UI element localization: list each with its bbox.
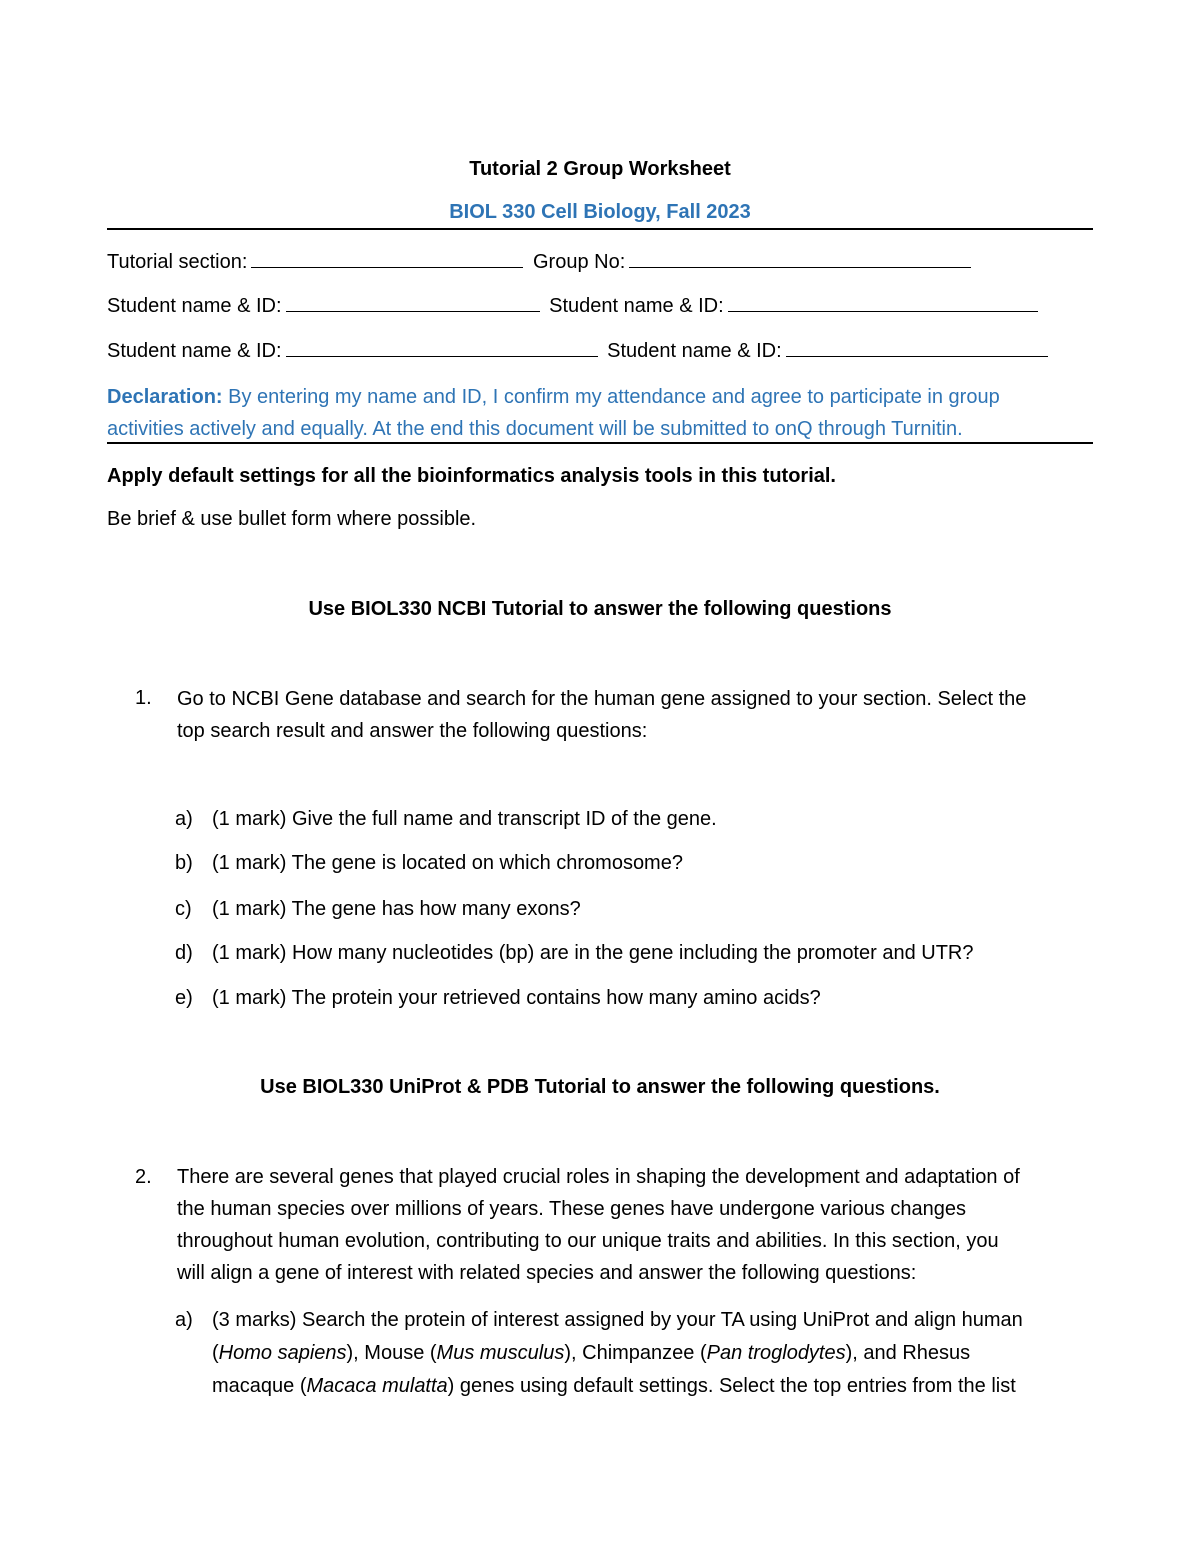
item-letter: a) (175, 1309, 193, 1331)
item-line: (3 marks) Search the protein of interest assigned by your TA using UniProt and align human (212, 1309, 1023, 1331)
tutorial-section-field[interactable] (251, 249, 523, 268)
item-letter: e) (175, 987, 193, 1009)
declaration-label: Declaration: (107, 386, 223, 408)
page-title: Tutorial 2 Group Worksheet (469, 158, 731, 180)
declaration-text: By entering my name and ID, I confirm my attendance and agree to participate in group (228, 386, 1000, 408)
student-row-1 (107, 293, 1042, 318)
text-run: ), Chimpanzee ( (564, 1342, 707, 1364)
species-name: Homo sapiens (218, 1342, 347, 1364)
declaration-text: activities actively and equally. At the end this document will be submitted to onQ through Turnitin. (107, 418, 963, 440)
item-text (212, 1304, 1093, 1403)
course-subtitle: BIOL 330 Cell Biology, Fall 2023 (449, 201, 751, 223)
student-name-label: Student name & ID: (107, 295, 282, 317)
item-line (212, 1370, 1093, 1403)
item-text: (1 mark) Give the full name and transcript ID of the gene. (212, 808, 717, 830)
item-line (212, 1337, 1093, 1370)
student-name-label: Student name & ID: (107, 340, 282, 362)
question-line: throughout human evolution, contributing to our unique traits and abilities. In this section, you (177, 1230, 999, 1252)
student-row-2 (107, 338, 1052, 363)
group-no-label: Group No: (533, 251, 626, 273)
question-line: Go to NCBI Gene database and search for the human gene assigned to your section. Select the (177, 688, 1027, 710)
section-heading-uniprot: Use BIOL330 UniProt & PDB Tutorial to answer the following questions. (260, 1076, 940, 1098)
student-name-field[interactable] (728, 293, 1038, 312)
question-number: 1. (135, 687, 152, 709)
student-name-field[interactable] (286, 293, 540, 312)
text-run: ), and Rhesus (845, 1342, 971, 1364)
text-run: ) genes using default settings. Select the top entries from the list (447, 1375, 1016, 1397)
student-name-field[interactable] (786, 338, 1048, 357)
species-name: Pan troglodytes (706, 1342, 846, 1364)
brief-instruction: Be brief & use bullet form where possible. (107, 508, 477, 530)
question-text (177, 683, 1093, 747)
item-letter: c) (175, 898, 192, 920)
tutorial-section-row (107, 249, 975, 274)
item-text: (1 mark) The gene has how many exons? (212, 898, 581, 920)
text-run: ( (212, 1342, 219, 1364)
question-line: There are several genes that played crucial roles in shaping the development and adaptation of (177, 1166, 1020, 1188)
group-no-field[interactable] (629, 249, 971, 268)
question-line: the human species over millions of years. These genes have undergone various changes (177, 1198, 966, 1220)
student-name-field[interactable] (286, 338, 598, 357)
item-letter: d) (175, 942, 193, 964)
question-text (177, 1161, 1093, 1289)
item-letter: b) (175, 852, 193, 874)
defaults-instruction: Apply default settings for all the bioinformatics analysis tools in this tutorial. (107, 465, 836, 487)
item-text: (1 mark) The protein your retrieved contains how many amino acids? (212, 987, 821, 1009)
declaration (107, 381, 1093, 445)
species-name: Macaca mulatta (306, 1375, 448, 1397)
tutorial-section-label: Tutorial section: (107, 251, 248, 273)
question-line: top search result and answer the following questions: (177, 720, 648, 742)
student-name-label: Student name & ID: (607, 340, 782, 362)
item-text: (1 mark) The gene is located on which chromosome? (212, 852, 683, 874)
item-text: (1 mark) How many nucleotides (bp) are in the gene including the promoter and UTR? (212, 942, 974, 964)
declaration-divider (107, 442, 1093, 444)
text-run: macaque ( (212, 1375, 307, 1397)
header-divider (107, 228, 1093, 230)
question-number: 2. (135, 1166, 152, 1188)
section-heading-ncbi: Use BIOL330 NCBI Tutorial to answer the following questions (308, 598, 892, 620)
question-line: will align a gene of interest with related species and answer the following questions: (177, 1262, 917, 1284)
species-name: Mus musculus (436, 1342, 565, 1364)
item-letter: a) (175, 808, 193, 830)
text-run: ), Mouse ( (346, 1342, 437, 1364)
student-name-label: Student name & ID: (549, 295, 724, 317)
